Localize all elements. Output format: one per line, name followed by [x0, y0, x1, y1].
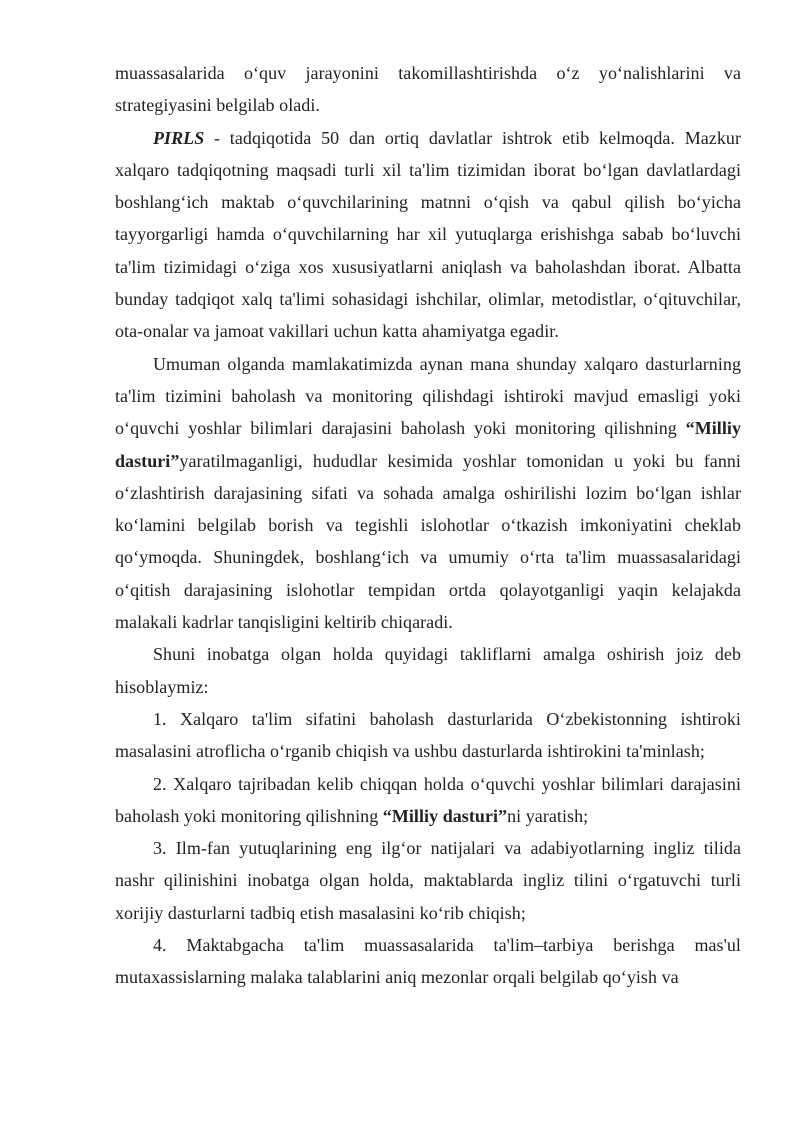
paragraph-proposals-intro: Shuni inobatga olgan holda quyidagi takliflarni amalga oshirish joiz deb hisoblaymiz:	[115, 644, 741, 697]
body-text	[115, 57, 741, 994]
paragraph-pirls	[115, 122, 741, 348]
milliy-dasturi-term-2: “Milliy dasturi”	[382, 805, 508, 826]
list-item-2	[115, 768, 741, 833]
list-item-3: 3. Ilm-fan yutuqlarining eng ilg‘or natijalari va adabiyotlarning ingliz tilida nashr qilinishini inobatga olgan holda, maktablarda ingliz tilini o‘rgatuvchi turli xorijiy dasturlarni tadbiq etish masalasini ko‘rib chiqish;	[115, 838, 741, 923]
pirls-term: PIRLS	[153, 127, 205, 148]
milliy-dasturi-term: “Milliy dasturi”	[115, 418, 741, 471]
paragraph-general	[115, 348, 741, 639]
paragraph-general-text-b: yaratilmaganligi, hududlar kesimida yoshlar tomonidan u yoki bu fanni o‘zlashtirish darajasining sifati va sohada amalga oshirilishi lozim bo‘lgan ishlar ko‘lamini belgilab borish va tegishli islohotlar o‘tkazish imkoniyatini cheklab qo‘ymoqda. Shuningdek, boshlang‘ich va umumiy o‘rta ta'lim muassasalaridagi o‘qitish darajasining islohotlar tempidan ortda qolayotganligi yaqin kelajakda malakali kadrlar tanqisligini keltirib chiqaradi.	[115, 450, 741, 633]
paragraph-continuation: muassasalarida o‘quv jarayonini takomillashtirishda o‘z yo‘nalishlarini va strategiyasini belgilab oladi.	[115, 63, 741, 116]
list-item-2-text-a: 2. Xalqaro tajribadan kelib chiqqan holda o‘quvchi yoshlar bilimlari darajasini baholash yoki monitoring qilishning	[115, 773, 741, 826]
paragraph-general-text-a: Umuman olganda mamlakatimizda aynan mana shunday xalqaro dasturlarning ta'lim tizimini baholash va monitoring qilishdagi ishtiroki mavjud emasligi yoki o‘quvchi yoshlar bilimlari darajasini baholash yoki monitoring qilishning	[115, 353, 741, 439]
paragraph-pirls-text: - tadqiqotida 50 dan ortiq davlatlar ishtrok etib kelmoqda. Mazkur xalqaro tadqiqotning maqsadi turli xil ta'lim tizimidan iborat bo‘lgan davlatlardagi boshlang‘ich maktab o‘quvchilarining matnni o‘qish va qabul qilish bo‘yicha tayyorgarligi hamda o‘quvchilarning har xil yutuqlarga erishishga sabab bo‘luvchi ta'lim tizimidagi o‘ziga xos xususiyatlarni aniqlash va baholashdan iborat. Albatta bunday tadqiqot xalq ta'limi sohasidagi ishchilar, olimlar, metodistlar, o‘qituvchilar, ota-onalar va jamoat vakillari uchun katta ahamiyatga egadir.	[115, 127, 741, 342]
list-item-1: 1. Xalqaro ta'lim sifatini baholash dasturlarida O‘zbekistonning ishtiroki masalasini atroflicha o‘rganib chiqish va ushbu dasturlarda ishtirokini ta'minlash;	[115, 708, 741, 762]
list-item-4: 4. Maktabgacha ta'lim muassasalarida ta'lim–tarbiya berishga mas'ul mutaxassislarning malaka talablarini aniq mezonlar orqali belgilab qo‘yish va	[115, 935, 741, 988]
list-item-2-text-b: ni yaratish;	[507, 805, 589, 826]
